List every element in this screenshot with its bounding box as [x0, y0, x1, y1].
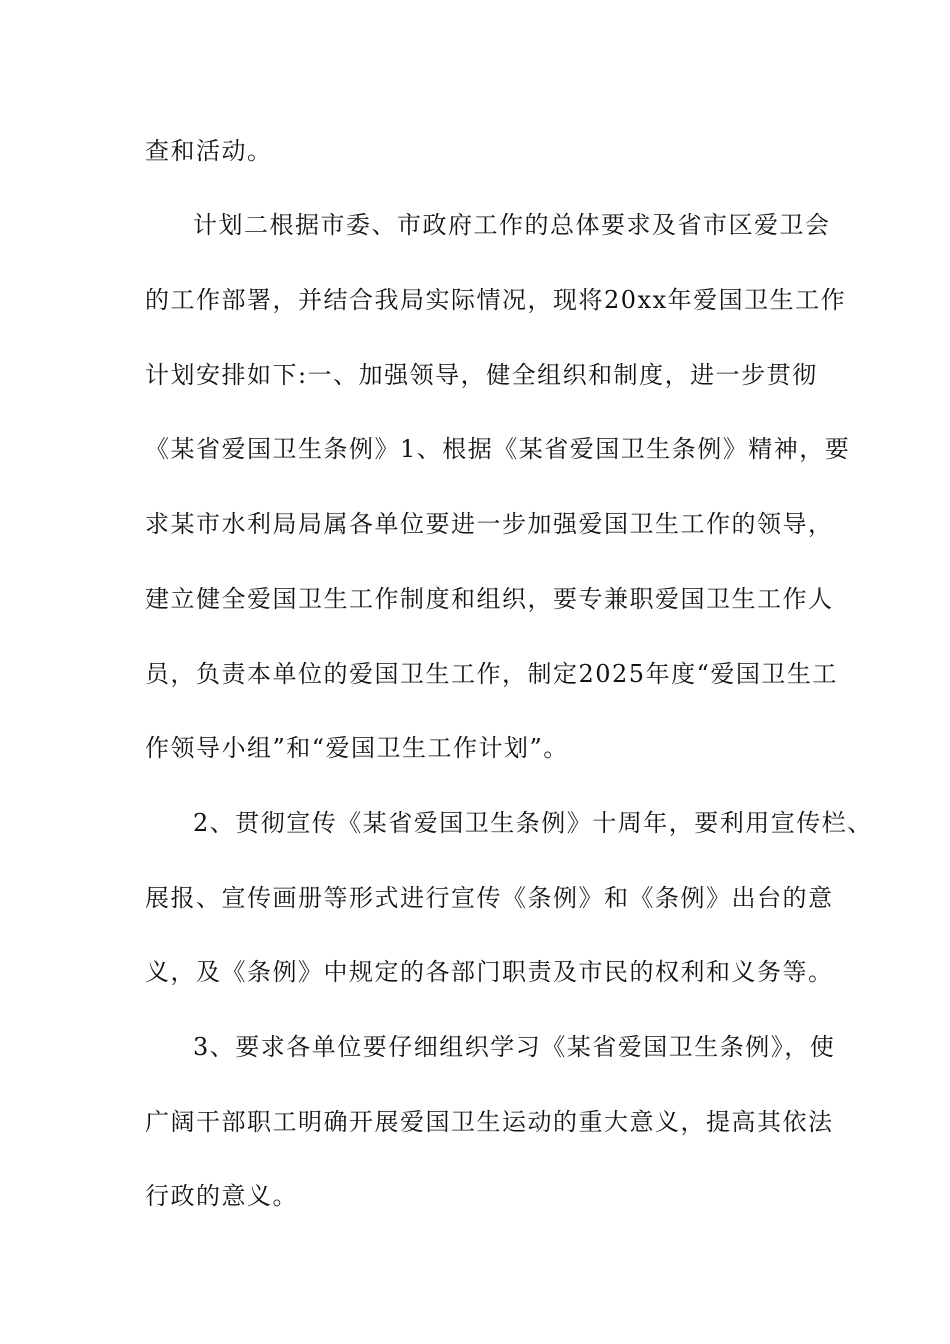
- paragraph-start-line: 计划二根据市委、市政府工作的总体要求及省市区爱卫会: [193, 211, 831, 239]
- text-line: 求某市水利局局属各单位要进一步加强爱国卫生工作的领导，: [145, 510, 834, 538]
- paragraph-start-line: 3、要求各单位要仔细组织学习《某省爱国卫生条例》，使: [193, 1033, 836, 1061]
- text-line: 作领导小组”和“爱国卫生工作计划”。: [145, 734, 569, 762]
- text-line: 计划安排如下:一、加强领导，健全组织和制度，进一步贯彻: [145, 361, 818, 389]
- text-line: 建立健全爱国卫生工作制度和组织，要专兼职爱国卫生工作人: [145, 585, 834, 613]
- text-line: 广阔干部职工明确开展爱国卫生运动的重大意义，提高其依法: [145, 1108, 834, 1136]
- text-line: 展报、宣传画册等形式进行宣传《条例》和《条例》出台的意: [145, 884, 834, 912]
- text-line: 的工作部署，并结合我局实际情况，现将20xx年爱国卫生工作: [145, 286, 847, 314]
- text-line: 行政的意义。: [145, 1182, 298, 1210]
- text-line: 义，及《条例》中规定的各部门职责及市民的权利和义务等。: [145, 958, 834, 986]
- paragraph-start-line: 2、贯彻宣传《某省爱国卫生条例》十周年，要利用宣传栏、: [193, 809, 873, 837]
- text-line: 《某省爱国卫生条例》1、根据《某省爱国卫生条例》精神，要: [145, 435, 851, 463]
- text-line: 查和活动。: [145, 137, 273, 165]
- text-line: 员，负责本单位的爱国卫生工作，制定2025年度“爱国卫生工: [145, 660, 838, 688]
